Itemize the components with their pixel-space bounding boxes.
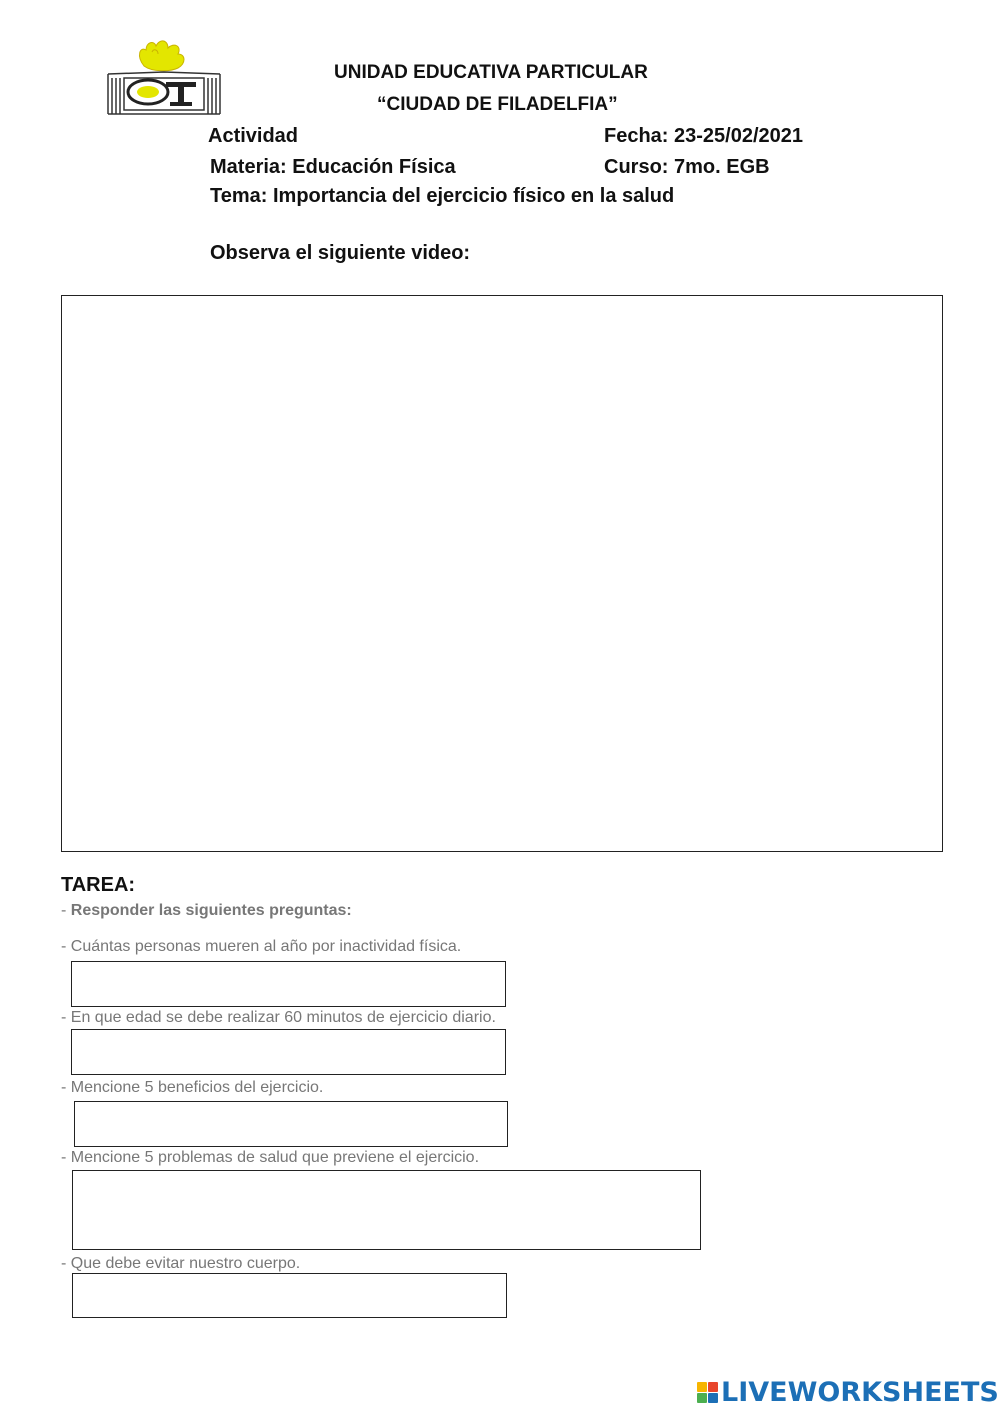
activity-label: Actividad: [208, 125, 299, 147]
answer-field-2[interactable]: [71, 1029, 506, 1075]
task-intro-prefix: -: [61, 902, 71, 919]
liveworksheets-logo-icon: [697, 1382, 718, 1403]
video-frame[interactable]: [61, 295, 943, 852]
answer-field-5[interactable]: [72, 1273, 507, 1318]
school-name-line2: “CIUDAD DE FILADELFIA”: [377, 94, 618, 115]
task-intro-text: Responder las siguientes preguntas:: [70, 902, 352, 919]
liveworksheets-brand[interactable]: [697, 1377, 999, 1408]
task-intro: [61, 902, 352, 920]
topic-label: Tema: Importancia del ejercicio físico en la salud: [210, 185, 675, 207]
subject-label: Materia: Educación Física: [210, 156, 456, 178]
instruction-label: Observa el siguiente video:: [210, 242, 471, 264]
answer-field-4[interactable]: [72, 1170, 701, 1250]
date-label: Fecha: 23-25/02/2021: [604, 125, 804, 147]
school-logo-icon: [106, 38, 222, 118]
question-4: - Mencione 5 problemas de salud que previene el ejercicio.: [61, 1149, 480, 1166]
question-2: - En que edad se debe realizar 60 minutos de ejercicio diario.: [61, 1009, 496, 1026]
answer-field-1[interactable]: [71, 961, 506, 1007]
brand-text: LIVEWORKSHEETS: [721, 1377, 999, 1408]
question-1: - Cuántas personas mueren al año por inactividad física.: [61, 938, 462, 955]
question-5: - Que debe evitar nuestro cuerpo.: [61, 1255, 301, 1272]
course-label: Curso: 7mo. EGB: [604, 156, 770, 178]
answer-field-3[interactable]: [74, 1101, 508, 1147]
question-3: - Mencione 5 beneficios del ejercicio.: [61, 1079, 324, 1096]
school-name-line1: UNIDAD EDUCATIVA PARTICULAR: [334, 62, 648, 83]
task-title: TAREA:: [61, 874, 136, 896]
